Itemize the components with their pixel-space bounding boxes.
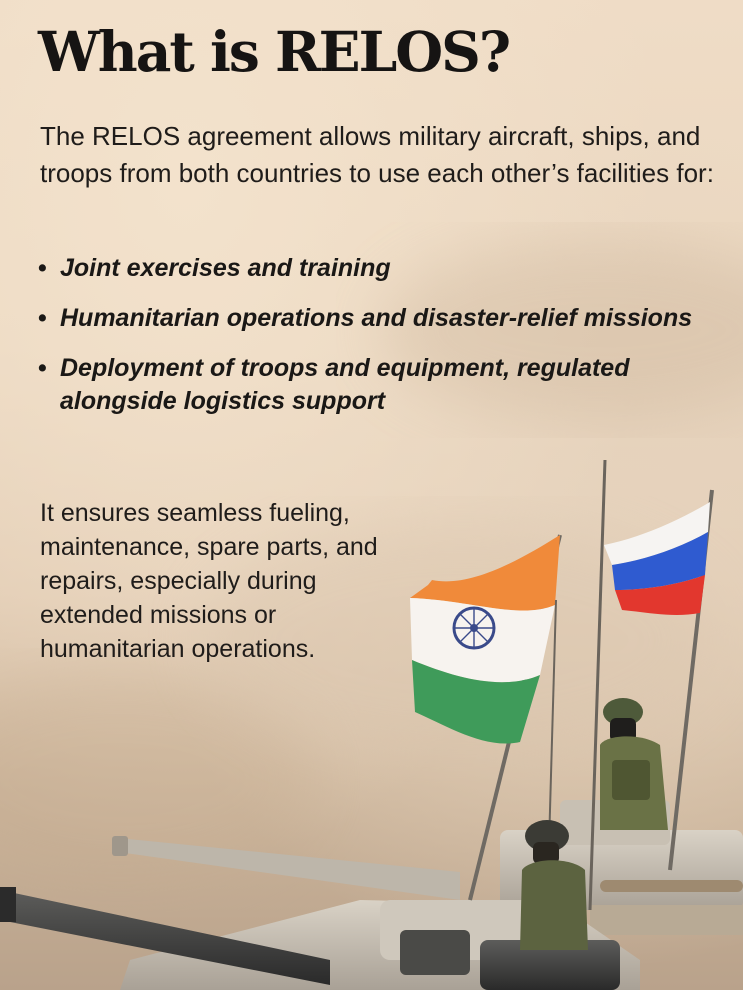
- bullet-icon: •: [38, 354, 47, 382]
- tank-gun-icon: [112, 836, 460, 900]
- military-scene-illustration: [0, 440, 743, 990]
- list-item: [38, 352, 698, 418]
- soldier-icon: [600, 698, 668, 830]
- support-note: It ensures seamless fueling, maintenance, spare parts, and repairs, especially during extended missions or humanitarian operations.: [40, 499, 378, 663]
- list-item-label: Deployment of troops and equipment, regulated alongside logistics support: [60, 354, 630, 415]
- bullet-icon: •: [38, 304, 47, 332]
- list-item: [38, 252, 698, 285]
- intro-paragraph: The RELOS agreement allows military aircraft, ships, and troops from both countries to use each other’s facilities for:: [40, 121, 714, 188]
- list-item-label: Humanitarian operations and disaster-relief missions: [60, 304, 693, 332]
- india-flag-icon: [410, 535, 560, 744]
- page-title: What is RELOS?: [38, 19, 510, 84]
- list-item-label: Joint exercises and training: [60, 254, 391, 282]
- russia-flag-icon: [604, 502, 710, 615]
- bullet-icon: •: [38, 254, 47, 282]
- list-item: [38, 302, 698, 335]
- purpose-list: [38, 252, 698, 435]
